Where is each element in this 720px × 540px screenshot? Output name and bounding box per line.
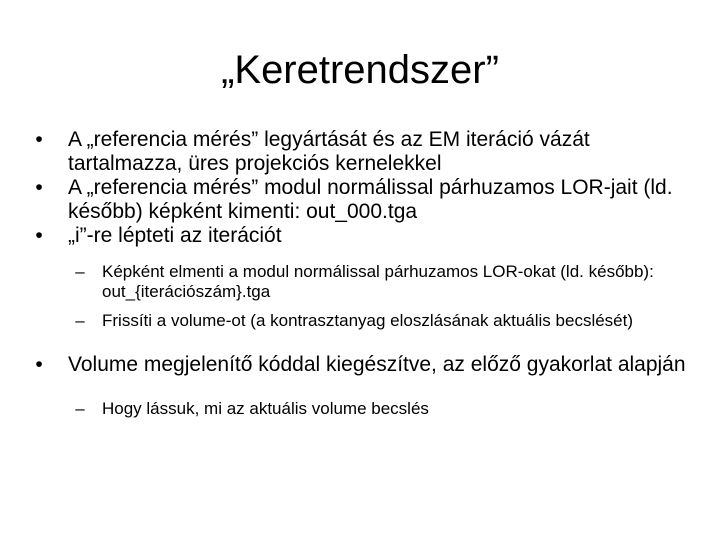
sub-bullet-item — [68, 262, 700, 302]
bullet-text: A „referencia mérés” legyártását és az EM iteráció vázát tartalmazza, üres projekciós kernelekkel — [68, 128, 590, 175]
bullet-marker: • — [35, 176, 43, 199]
sub-bullet-marker: – — [75, 262, 85, 281]
slide-title: „Keretrendszer” — [221, 48, 499, 92]
sub-bullet-text: Frissíti a volume-ot (a kontrasztanyag eloszlásának aktuális becslését) — [102, 311, 634, 330]
bullet-text: „i”-re lépteti az iterációt — [68, 224, 282, 247]
sub-bullet-text: Hogy lássuk, mi az aktuális volume becslés — [102, 399, 429, 418]
sub-bullet-item — [68, 311, 700, 331]
bullet-item — [30, 224, 700, 248]
sub-bullet-text: Képként elmenti a modul normálissal párhuzamos LOR-okat (ld. később): out_{iterációszám}.tga — [102, 262, 654, 301]
bullet-text: Volume megjelenítő kóddal kiegészítve, az előző gyakorlat alapján — [68, 353, 686, 376]
bullet-marker: • — [35, 224, 43, 247]
sub-bullet-marker: – — [75, 399, 85, 418]
bullet-text: A „referencia mérés” modul normálissal párhuzamos LOR-jait (ld. később) képként kimenti: out_000.tga — [68, 176, 673, 223]
bullet-marker: • — [35, 353, 43, 376]
bullet-marker: • — [35, 128, 43, 151]
sub-bullet-item — [68, 399, 700, 419]
sub-bullet-marker: – — [75, 311, 85, 330]
bullet-item — [30, 128, 700, 176]
bullet-item — [30, 176, 700, 224]
bullet-item — [30, 353, 700, 377]
bullet-list — [30, 128, 700, 419]
